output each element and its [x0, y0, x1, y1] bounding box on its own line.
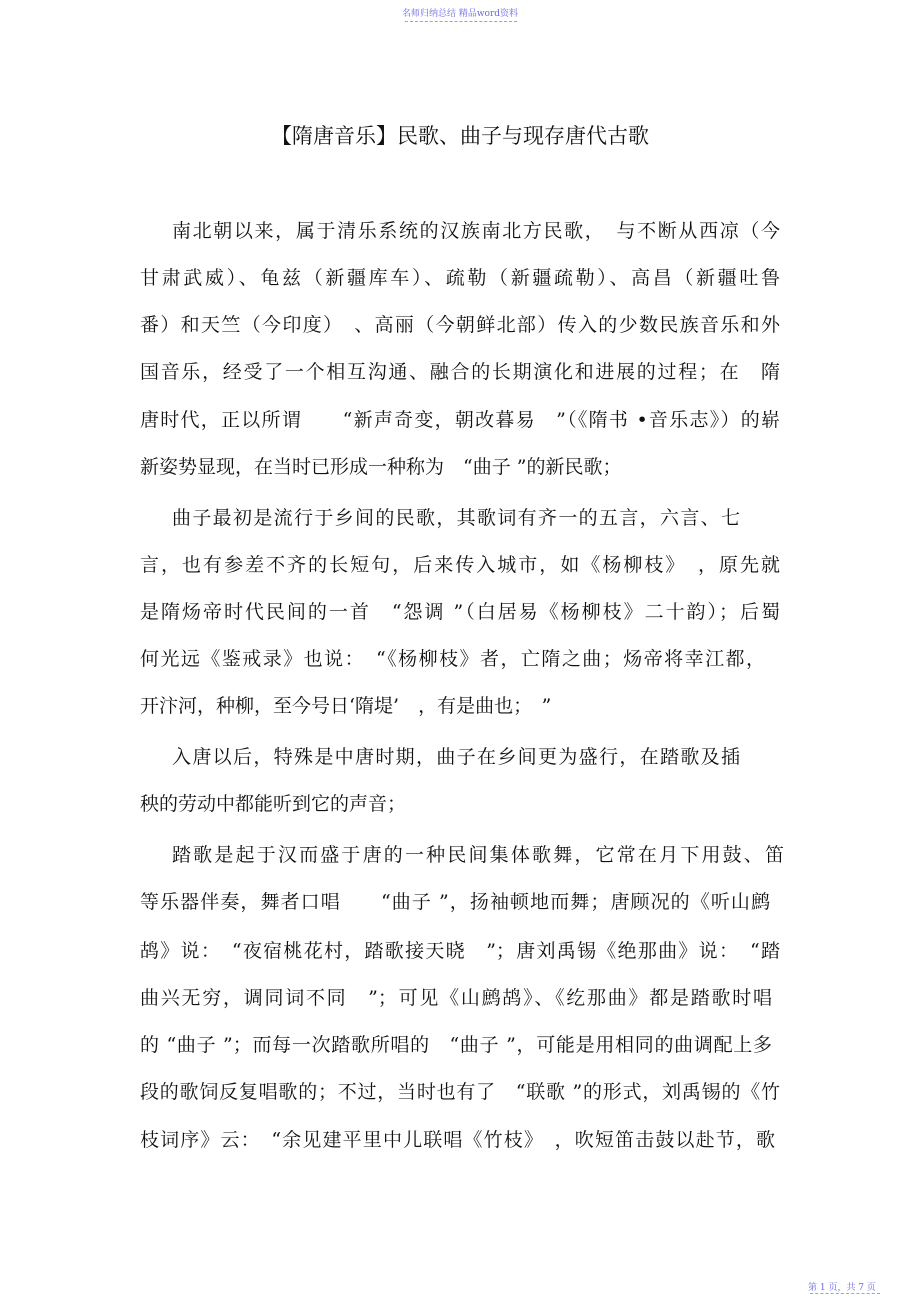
- footer-divider: [810, 1293, 880, 1294]
- paragraph-line: 枝词序》云： “余见建平里中儿联唱《竹枝》 ，吹短笛击鼓以赴节，歌: [140, 1129, 775, 1151]
- paragraph-line: 段的歌饲反复唱歌的；不过，当时也有了 “联歌 ”的形式，刘禹锡的《竹: [140, 1081, 780, 1103]
- paragraph-line: 言，也有参差不齐的长短句，后来传入城市，如《杨柳枝》 ，原先就: [140, 554, 780, 576]
- paragraph-line: 新姿势显现，在当时已形成一种称为 “曲子 ”的新民歌；: [140, 456, 622, 478]
- paragraph-line: 何光远《鉴戒录》也说： “《杨柳枝》者，亡隋之曲；炀帝将幸江都，: [140, 648, 765, 670]
- paragraph-line: 曲子最初是流行于乡间的民歌，其歌词有齐一的五言，六言、七: [172, 507, 740, 529]
- paragraph-line: 踏歌是起于汉而盛于唐的一种民间集体歌舞，它常在月下用鼓、笛: [172, 844, 784, 866]
- page-number: 第 1 页，共 7 页: [808, 1283, 876, 1293]
- paragraph-line: 开汴河，种柳，至今号日‘隋堤’ ，有是曲也； ”: [140, 695, 552, 717]
- page-footer: [808, 1280, 876, 1293]
- paragraph-line: 入唐以后，特殊是中唐时期，曲子在乡间更为盛行，在踏歌及插: [172, 746, 740, 768]
- header-divider: [405, 21, 517, 22]
- document-title: 【隋唐音乐】民歌、曲子与现存唐代古歌: [271, 124, 649, 148]
- paragraph-line: 南北朝以来，属于清乐系统的汉族南北方民歌， 与不断从西凉（今: [172, 220, 780, 242]
- paragraph-line: 秧的劳动中都能听到它的声音；: [140, 793, 407, 815]
- paragraph-line: 曲兴无穷，调同词不同 ”；可见《山鹧鸪》、《纥那曲》都是踏歌时唱: [140, 987, 772, 1009]
- header-text: 名师归纳总结 精品word资料: [401, 9, 519, 19]
- paragraph-line: 鸪》说： “夜宿桃花村，踏歌接天晓 ”；唐刘禹锡《绝那曲》说： “踏: [140, 940, 780, 962]
- paragraph-line: 是隋炀帝时代民间的一首 “怨调 ”（白居易《杨柳枝》二十韵）；后蜀: [140, 601, 780, 623]
- paragraph-line: 国音乐，经受了一个相互沟通、融合的长期演化和进展的过程；在 隋: [140, 361, 780, 383]
- paragraph-line: 番）和天竺（今印度） 、高丽（今朝鲜北部）传入的少数民族音乐和外: [140, 314, 780, 336]
- paragraph-line: 甘肃武威）、龟兹（新疆库车）、疏勒（新疆疏勒）、高昌（新疆吐鲁: [140, 267, 780, 289]
- page-header: [0, 6, 920, 19]
- paragraph-line: 唐时代，正以所谓 “新声奇变，朝改暮易 ”（《隋书 •音乐志》）的崭: [140, 409, 780, 431]
- paragraph-line: 的 “曲子 ”；而每一次踏歌所唱的 “曲子 ”，可能是用相同的曲调配上多: [140, 1034, 772, 1056]
- paragraph-line: 等乐器伴奏，舞者口唱 “曲子 ”，扬袖顿地而舞；唐顾况的《听山鹧: [140, 891, 770, 913]
